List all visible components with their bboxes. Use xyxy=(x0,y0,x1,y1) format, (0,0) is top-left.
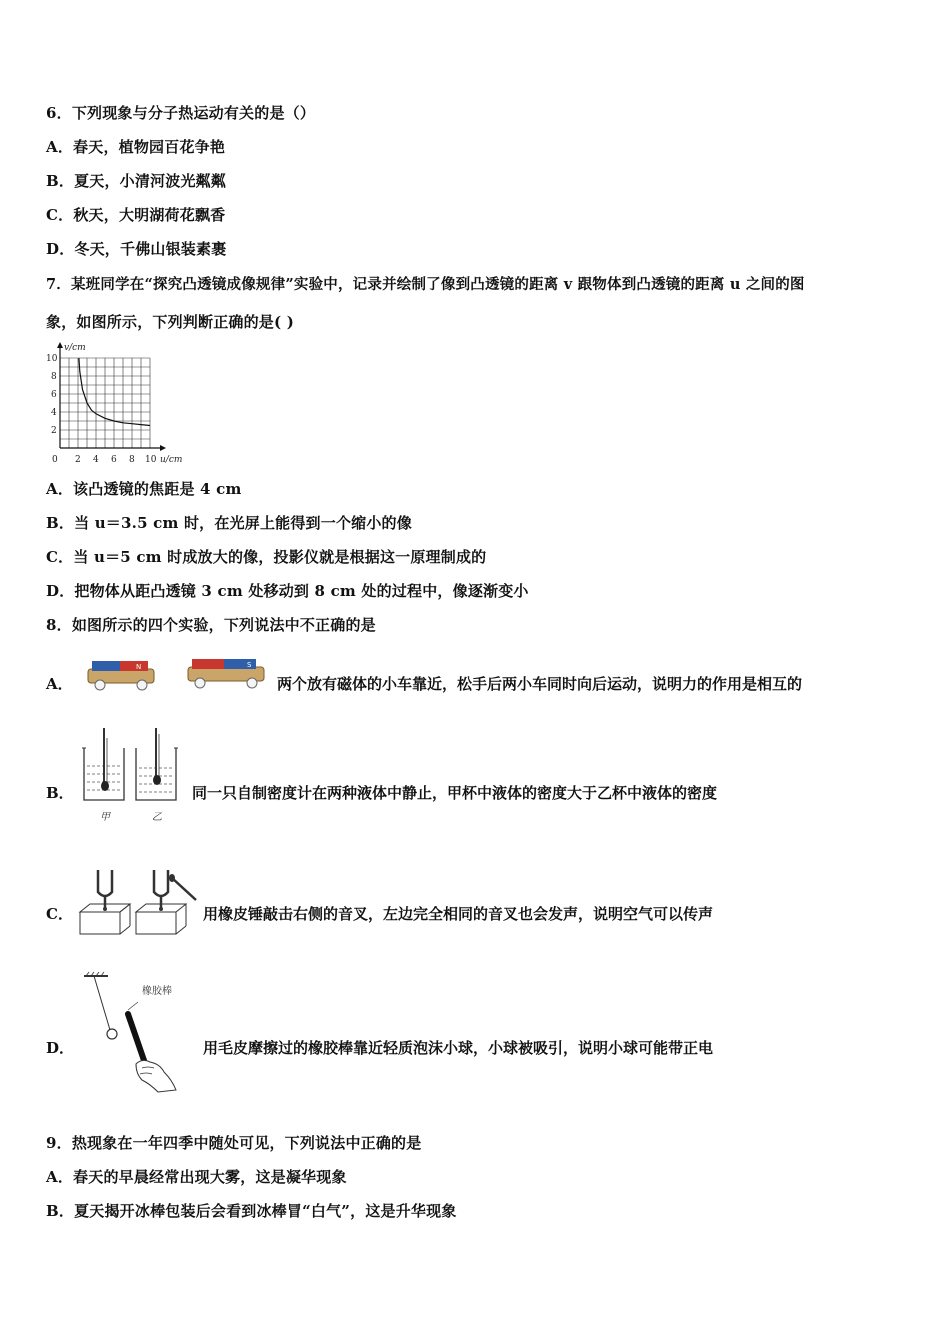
cup-yi xyxy=(136,728,178,823)
cup-yi-label: 乙 xyxy=(152,812,162,823)
q8-option-b-text: 同一只自制密度计在两种液体中静止，甲杯中液体的密度大于乙杯中液体的密度 xyxy=(192,784,718,802)
left-tuning-fork xyxy=(80,870,130,934)
y-axis-label: v/cm xyxy=(64,343,86,353)
q8-option-c-letter: C． xyxy=(46,905,73,923)
q6-option-a: A．春天，植物园百花争艳 xyxy=(46,138,226,156)
y-tick-label: 6 xyxy=(51,390,57,400)
rubber-mallet-head xyxy=(169,874,175,882)
left-magnet-cart xyxy=(88,661,154,690)
x-tick-label: 4 xyxy=(93,455,99,465)
v-u-curve xyxy=(79,358,150,426)
rubber-mallet-handle xyxy=(172,878,196,900)
q7-option-b: B．当 u＝3.5 cm 时，在光屏上能得到一个缩小的像 xyxy=(46,514,412,532)
q9-stem: 9．热现象在一年四季中随处可见，下列说法中正确的是 xyxy=(46,1134,422,1152)
q8-stem: 8．如图所示的四个实验，下列说法中不正确的是 xyxy=(46,616,376,634)
x-tick-label: 2 xyxy=(75,455,81,465)
left-magnet-n-label: N xyxy=(136,663,142,671)
q7-option-d: D．把物体从距凸透镜 3 cm 处移动到 8 cm 处的过程中，像逐渐变小 xyxy=(46,582,529,600)
cup-jia xyxy=(82,728,124,823)
right-magnet-cart xyxy=(188,659,264,688)
right-magnet-s-label: S xyxy=(247,661,252,669)
right-tuning-fork xyxy=(136,870,196,934)
magnet-carts-figure xyxy=(84,655,274,695)
rubber-rod-label: 橡胶棒 xyxy=(142,986,172,997)
q6-option-c: C．秋天，大明湖荷花飘香 xyxy=(46,206,226,224)
q8-option-d-letter: D． xyxy=(46,1039,75,1057)
q7-stem-line2: 象，如图所示，下列判断正确的是( ) xyxy=(46,313,295,331)
y-tick-label: 10 xyxy=(46,354,58,364)
q7-option-c: C．当 u＝5 cm 时成放大的像，投影仪就是根据这一原理制成的 xyxy=(46,548,487,566)
q7-stem-line1: 7．某班同学在“探究凸透镜成像规律”实验中，记录并绘制了像到凸透镜的距离 v 跟物体到凸透镜的距离 u 之间的图 xyxy=(46,276,805,293)
foam-ball xyxy=(107,1029,117,1039)
x-axis-label: u/cm xyxy=(160,455,183,465)
q6-option-b: B．夏天，小清河波光粼粼 xyxy=(46,172,227,190)
q6-stem: 6．下列现象与分子热运动有关的是（） xyxy=(46,104,316,122)
y-tick-label: 4 xyxy=(51,408,57,418)
rubber-rod-figure xyxy=(80,968,200,1094)
x-tick-label: 10 xyxy=(145,455,157,465)
y-axis-arrow xyxy=(57,342,63,348)
q8-option-d-text: 用毛皮摩擦过的橡胶棒靠近轻质泡沫小球，小球被吸引，说明小球可能带正电 xyxy=(203,1039,714,1057)
y-tick-label: 2 xyxy=(51,426,57,436)
x-tick-label: 0 xyxy=(52,455,58,465)
pendulum-string xyxy=(94,976,110,1030)
tuning-forks-figure xyxy=(76,866,200,938)
cup-jia-label: 甲 xyxy=(100,812,110,823)
q8-option-b-letter: B． xyxy=(46,784,74,802)
x-axis-arrow xyxy=(160,445,166,451)
y-tick-label: 8 xyxy=(51,372,57,382)
hydrometer-cups-figure xyxy=(78,728,188,828)
q9-option-a: A．春天的早晨经常出现大雾，这是凝华现象 xyxy=(46,1168,347,1186)
q8-option-c-text: 用橡皮锤敲击右侧的音叉，左边完全相同的音叉也会发声，说明空气可以传声 xyxy=(203,905,714,923)
q9-option-b: B．夏天揭开冰棒包装后会看到冰棒冒“白气”，这是升华现象 xyxy=(46,1202,457,1220)
hand xyxy=(136,1060,176,1092)
x-tick-label: 6 xyxy=(111,455,117,465)
q6-option-d: D．冬天，千佛山银装素裹 xyxy=(46,240,227,258)
q7-option-a: A．该凸透镜的焦距是 4 cm xyxy=(46,480,242,498)
q8-option-a-letter: A． xyxy=(46,675,73,693)
x-tick-label: 8 xyxy=(129,455,135,465)
q7-graph xyxy=(40,338,210,468)
q8-option-a-text: 两个放有磁体的小车靠近，松手后两小车同时向后运动，说明力的作用是相互的 xyxy=(277,675,803,693)
